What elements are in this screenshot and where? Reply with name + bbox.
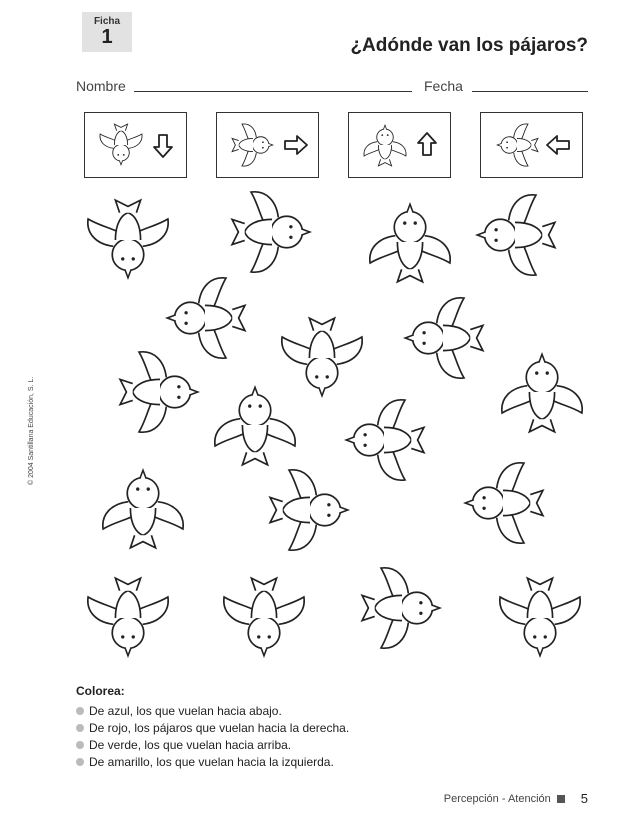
instructions-heading: Colorea:: [76, 684, 125, 698]
bullet-icon: [76, 758, 84, 766]
ficha-number: 1: [101, 26, 113, 48]
bird-right: [120, 352, 198, 432]
bird-up: [103, 470, 183, 548]
bird-left: [465, 463, 543, 543]
bullet-icon: [76, 707, 84, 715]
instruction-item: De amarillo, los que vuelan hacia la izquierda.: [76, 755, 349, 769]
bird-left: [167, 278, 245, 358]
square-icon: [557, 795, 565, 803]
bird-right: [270, 470, 348, 550]
bullet-icon: [76, 724, 84, 732]
instructions: [76, 684, 349, 772]
name-label: Nombre: [76, 78, 126, 94]
bird-down: [88, 200, 168, 278]
page-title: ¿Adónde van los pájaros?: [350, 35, 588, 56]
bird-up: [502, 354, 582, 432]
bird-down: [88, 578, 168, 656]
bird-left: [405, 298, 483, 378]
bird-right: [362, 568, 440, 648]
ficha-label: Ficha: [93, 16, 121, 27]
date-label: Fecha: [424, 78, 463, 94]
instruction-item: De verde, los que vuelan hacia arriba.: [76, 738, 349, 752]
footer: [444, 791, 588, 806]
bird-left: [346, 400, 424, 480]
bullet-icon: [76, 741, 84, 749]
bird-left: [477, 195, 555, 275]
footer-section: Percepción - Atención: [443, 792, 551, 805]
instruction-item: De rojo, los pájaros que vuelan hacia la derecha.: [76, 721, 349, 735]
bird-down: [500, 578, 580, 656]
bird-up: [370, 204, 450, 282]
bird-up: [215, 387, 295, 465]
bird-down: [224, 578, 304, 656]
bird-down: [282, 318, 362, 396]
page-number: 5: [580, 791, 588, 806]
bird-right: [232, 192, 310, 272]
copyright-note: © 2004 Santillana Educación, S. L.: [28, 376, 35, 485]
instruction-item: De azul, los que vuelan hacia abajo.: [76, 704, 349, 718]
